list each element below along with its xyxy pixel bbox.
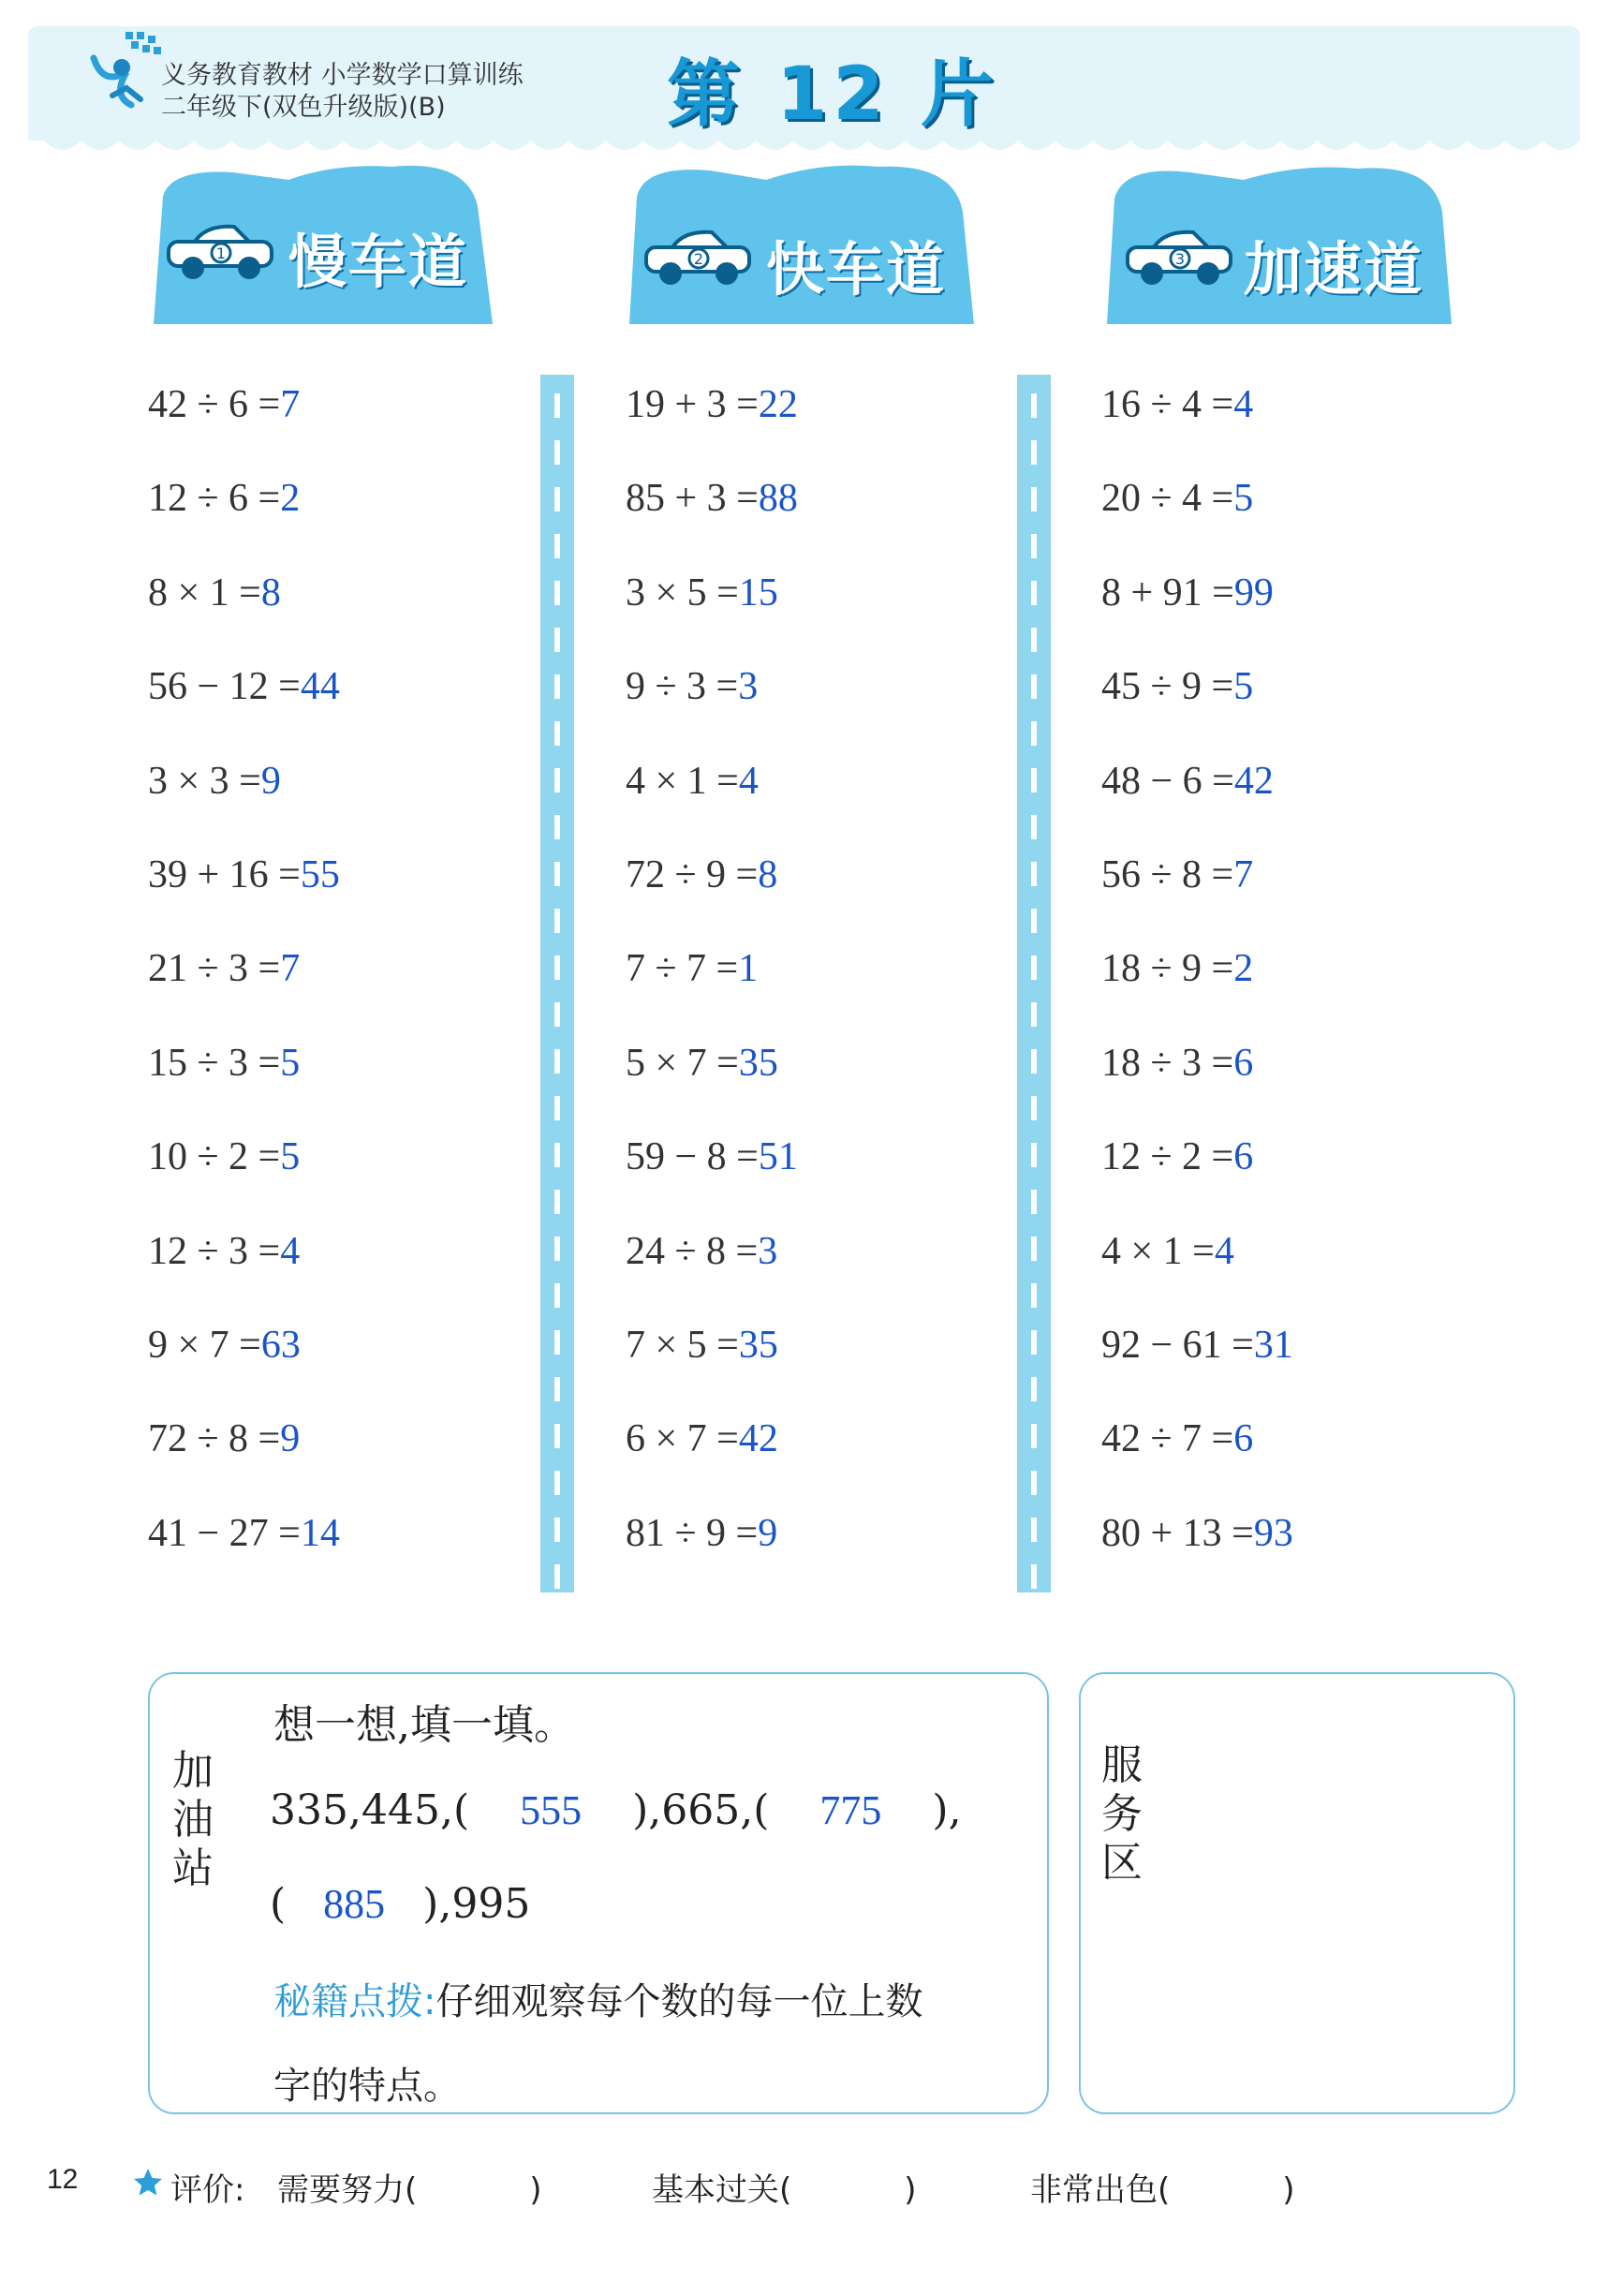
problem-question: 4 × 1 = (1101, 1229, 1215, 1273)
exercise-prompt: 想一想,填一填。 (273, 1701, 575, 1749)
separator-dash (554, 534, 560, 558)
problem-row (148, 664, 340, 709)
sequence-text: ( (270, 1880, 287, 1928)
problem-row (148, 570, 281, 615)
rating-option-text: 基本过关( (652, 2171, 792, 2209)
problem-question: 10 ÷ 2 = (148, 1135, 281, 1179)
problem-question: 7 ÷ 7 = (626, 947, 739, 991)
separator-dash (1031, 1237, 1037, 1261)
separator-dash (554, 393, 560, 418)
gas-station-box (148, 1672, 1049, 2114)
separator-dash (554, 862, 560, 886)
separator-dash (1031, 1002, 1037, 1027)
problem-row (1101, 1229, 1234, 1274)
lane-tab-slow (148, 159, 504, 324)
separator-dash (1031, 628, 1037, 652)
service-area-label (1098, 1741, 1146, 1888)
rating-option-close: ) (904, 2171, 917, 2209)
sequence-text: ), (932, 1786, 962, 1834)
separator-dash (1031, 1049, 1037, 1074)
problem-answer: 5 (280, 1041, 301, 1085)
series-title (161, 60, 524, 124)
separator-dash (554, 1096, 560, 1120)
problem-question: 24 ÷ 8 = (626, 1229, 759, 1273)
vertical-char: 站 (172, 1844, 214, 1892)
rating-option-needs-effort (277, 2164, 542, 2210)
problem-answer: 35 (738, 1324, 778, 1367)
series-line-2: 二年级下(双色升级版)(B) (161, 93, 446, 122)
sequence-text: ),665,( (632, 1786, 770, 1834)
separator-dash (554, 1518, 560, 1542)
lane-separator (1017, 375, 1051, 1592)
problem-row (626, 1323, 778, 1368)
problem-answer: 4 (1214, 1229, 1234, 1273)
separator-dash (554, 1330, 560, 1355)
problem-row (626, 1416, 778, 1461)
problem-question: 80 + 13 = (1101, 1511, 1254, 1555)
problem-row (148, 1323, 301, 1368)
blank-answer-2: 775 (819, 1787, 882, 1833)
page-title: 第 12 片 (667, 52, 999, 137)
problem-question: 39 + 16 = (148, 853, 301, 896)
car-number: 1 (215, 244, 227, 262)
problem-answer: 35 (738, 1041, 778, 1085)
problem-row (1101, 1416, 1253, 1461)
problem-question: 8 + 91 = (1101, 570, 1234, 615)
separator-dash (1031, 1283, 1037, 1308)
problem-question: 6 × 7 = (626, 1417, 739, 1461)
problem-row (1101, 759, 1274, 804)
problem-answer: 1 (738, 947, 759, 991)
problem-answer: 44 (300, 665, 340, 709)
problem-answer: 5 (280, 1135, 301, 1179)
problem-question: 18 ÷ 3 = (1101, 1041, 1234, 1085)
star-icon (131, 2166, 165, 2200)
problem-row (626, 664, 758, 709)
separator-dash (554, 1471, 560, 1495)
rating-option-text: 非常出色( (1030, 2171, 1171, 2209)
problem-row (1101, 664, 1253, 709)
separator-dash (1031, 1518, 1037, 1542)
separator-dash (554, 628, 560, 652)
separator-dash (1031, 721, 1037, 746)
problem-question: 85 + 3 = (626, 477, 759, 521)
problem-row (626, 1229, 777, 1274)
problem-question: 48 − 6 = (1101, 759, 1234, 803)
problem-row (1101, 476, 1253, 521)
problem-answer: 5 (1233, 665, 1254, 709)
problem-question: 9 ÷ 3 = (626, 665, 739, 709)
problem-answer: 2 (1233, 947, 1254, 991)
vertical-char: 油 (172, 1796, 214, 1844)
page-number: 12 (47, 2164, 79, 2195)
problem-answer: 93 (1253, 1511, 1293, 1555)
problem-question: 3 × 5 = (626, 570, 739, 615)
separator-dash (554, 721, 560, 746)
problem-row (148, 1511, 340, 1556)
problem-answer: 4 (1233, 383, 1254, 426)
rating-option-text: 需要努力( (277, 2171, 418, 2209)
problem-question: 7 × 5 = (626, 1324, 739, 1367)
sequence-text: ),995 (422, 1880, 531, 1928)
problem-answer: 6 (1233, 1041, 1254, 1085)
separator-dash (1031, 1190, 1037, 1214)
separator-dash (554, 1190, 560, 1214)
problem-answer: 9 (260, 759, 281, 803)
problem-answer: 8 (758, 853, 778, 896)
problem-question: 56 ÷ 8 = (1101, 853, 1234, 896)
problem-answer: 88 (758, 477, 798, 521)
tip-heading: 秘籍点拨: (273, 1980, 436, 2023)
separator-dash (1031, 487, 1037, 511)
problem-row (1101, 382, 1253, 427)
problem-question: 4 × 1 = (626, 759, 739, 803)
problem-row (1101, 1323, 1293, 1368)
blank-answer-1: 555 (520, 1787, 583, 1833)
problem-answer: 51 (758, 1135, 798, 1179)
separator-dash (1031, 393, 1037, 418)
lane-tab-fast (626, 159, 981, 324)
rating-option-close: ) (1282, 2171, 1295, 2209)
separator-dash (1031, 909, 1037, 933)
separator-dash (554, 440, 560, 465)
problem-question: 81 ÷ 9 = (626, 1511, 759, 1555)
problem-question: 21 ÷ 3 = (148, 947, 281, 991)
problem-answer: 3 (738, 665, 759, 709)
problem-question: 56 − 12 = (148, 665, 301, 709)
lane-label: 加速道 (1244, 235, 1424, 304)
problem-row (626, 1041, 778, 1086)
lane-separator (540, 375, 574, 1592)
problem-row (626, 382, 798, 427)
problem-answer: 7 (280, 383, 301, 426)
separator-dash (554, 815, 560, 839)
problem-question: 45 ÷ 9 = (1101, 665, 1234, 709)
separator-dash (554, 1283, 560, 1308)
problem-row (626, 1134, 798, 1179)
separator-dash (554, 487, 560, 511)
problem-row (1101, 1041, 1253, 1086)
sequence-text: 335,445,( (270, 1786, 470, 1834)
separator-dash (554, 1564, 560, 1589)
problem-question: 20 ÷ 4 = (1101, 477, 1234, 521)
separator-dash (1031, 440, 1037, 465)
problem-question: 16 ÷ 4 = (1101, 383, 1234, 426)
problem-row (626, 476, 798, 521)
problem-answer: 14 (300, 1511, 340, 1555)
gas-station-label (169, 1747, 217, 1893)
problem-question: 19 + 3 = (626, 383, 759, 426)
separator-dash (554, 909, 560, 933)
separator-dash (1031, 1424, 1037, 1448)
problem-row (148, 382, 300, 427)
separator-dash (1031, 862, 1037, 886)
vertical-char: 加 (172, 1747, 214, 1795)
problem-answer: 4 (738, 759, 759, 803)
tip-line-1 (273, 1972, 922, 2025)
problem-answer: 6 (1233, 1135, 1254, 1179)
problem-question: 9 × 7 = (148, 1324, 261, 1367)
problem-answer: 31 (1253, 1324, 1293, 1367)
problem-answer: 7 (1233, 853, 1254, 896)
problem-row (1101, 1511, 1293, 1556)
problem-answer: 7 (280, 947, 301, 991)
separator-dash (554, 1424, 560, 1448)
service-area-box (1079, 1672, 1515, 2114)
problem-answer: 22 (758, 383, 798, 426)
problem-answer: 4 (280, 1229, 301, 1273)
problem-question: 42 ÷ 7 = (1101, 1417, 1234, 1461)
problem-question: 42 ÷ 6 = (148, 383, 281, 426)
problem-answer: 5 (1233, 477, 1254, 521)
problem-row (148, 476, 300, 521)
separator-dash (1031, 815, 1037, 839)
blank-answer-3: 885 (323, 1881, 386, 1927)
separator-dash (1031, 955, 1037, 980)
problem-row (626, 570, 778, 615)
separator-dash (1031, 581, 1037, 605)
separator-dash (1031, 1330, 1037, 1355)
rating-option-basic-pass (652, 2164, 917, 2210)
separator-dash (554, 955, 560, 980)
problem-question: 72 ÷ 9 = (626, 853, 759, 896)
problem-row (148, 759, 281, 804)
problem-question: 41 − 27 = (148, 1511, 301, 1555)
sequence-line-1 (270, 1786, 962, 1834)
separator-dash (1031, 534, 1037, 558)
problem-question: 12 ÷ 2 = (1101, 1135, 1234, 1179)
problem-row (1101, 570, 1274, 615)
vertical-char: 区 (1101, 1839, 1143, 1887)
problem-question: 18 ÷ 9 = (1101, 947, 1234, 991)
sequence-line-2 (270, 1880, 530, 1928)
separator-dash (1031, 1471, 1037, 1495)
separator-dash (1031, 768, 1037, 792)
problem-row (626, 946, 758, 991)
problem-question: 92 − 61 = (1101, 1324, 1254, 1367)
separator-dash (554, 1002, 560, 1027)
separator-dash (1031, 1377, 1037, 1401)
car-number: 3 (1174, 250, 1186, 268)
problem-question: 15 ÷ 3 = (148, 1041, 281, 1085)
problem-question: 72 ÷ 8 = (148, 1417, 281, 1461)
mascot-logo-icon (84, 30, 169, 110)
separator-dash (554, 768, 560, 792)
problem-row (626, 1511, 777, 1556)
separator-dash (554, 1049, 560, 1074)
lane-tab-accelerate (1103, 159, 1459, 324)
problem-answer: 15 (738, 570, 778, 615)
problem-question: 12 ÷ 6 = (148, 477, 281, 521)
vertical-char: 服 (1101, 1741, 1143, 1789)
separator-dash (554, 1237, 560, 1261)
rating-option-close: ) (529, 2171, 542, 2209)
problem-answer: 42 (1233, 759, 1274, 803)
separator-dash (554, 1143, 560, 1167)
problem-answer: 63 (260, 1324, 301, 1367)
problem-row (626, 852, 777, 897)
problem-row (1101, 1134, 1253, 1179)
problem-answer: 9 (280, 1417, 301, 1461)
problem-answer: 2 (280, 477, 301, 521)
problem-row (148, 946, 300, 991)
separator-dash (1031, 674, 1037, 699)
separator-dash (554, 674, 560, 699)
car-number: 2 (693, 250, 704, 268)
problem-question: 5 × 7 = (626, 1041, 739, 1085)
problem-answer: 6 (1233, 1417, 1254, 1461)
vertical-char: 务 (1101, 1790, 1143, 1838)
problem-answer: 99 (1233, 570, 1274, 615)
rating-label: 评价: (170, 2171, 245, 2209)
problem-row (1101, 946, 1253, 991)
lane-label: 快车道 (766, 235, 947, 304)
problem-answer: 55 (300, 853, 340, 896)
problem-answer: 42 (738, 1417, 778, 1461)
problem-row (148, 1041, 300, 1086)
series-line-1: 义务教育教材 小学数学口算训练 (161, 61, 524, 90)
rating-option-excellent (1030, 2164, 1295, 2210)
separator-dash (554, 1377, 560, 1401)
problem-row (148, 852, 340, 897)
problem-answer: 9 (758, 1511, 778, 1555)
problem-row (148, 1134, 300, 1179)
separator-dash (1031, 1564, 1037, 1589)
problem-question: 12 ÷ 3 = (148, 1229, 281, 1273)
problem-row (626, 759, 759, 804)
problem-answer: 8 (260, 570, 281, 615)
tip-line-2: 字的特点。 (273, 2065, 461, 2108)
separator-dash (1031, 1096, 1037, 1120)
problem-row (148, 1229, 300, 1274)
separator-dash (554, 581, 560, 605)
problem-question: 3 × 3 = (148, 759, 261, 803)
problem-answer: 3 (758, 1229, 778, 1273)
problem-question: 8 × 1 = (148, 570, 261, 615)
tip-text: 仔细观察每个数的每一位上数 (435, 1980, 923, 2023)
lane-label: 慢车道 (288, 228, 469, 296)
problem-row (1101, 852, 1253, 897)
problem-question: 59 − 8 = (626, 1135, 759, 1179)
problem-row (148, 1416, 300, 1461)
separator-dash (1031, 1143, 1037, 1167)
